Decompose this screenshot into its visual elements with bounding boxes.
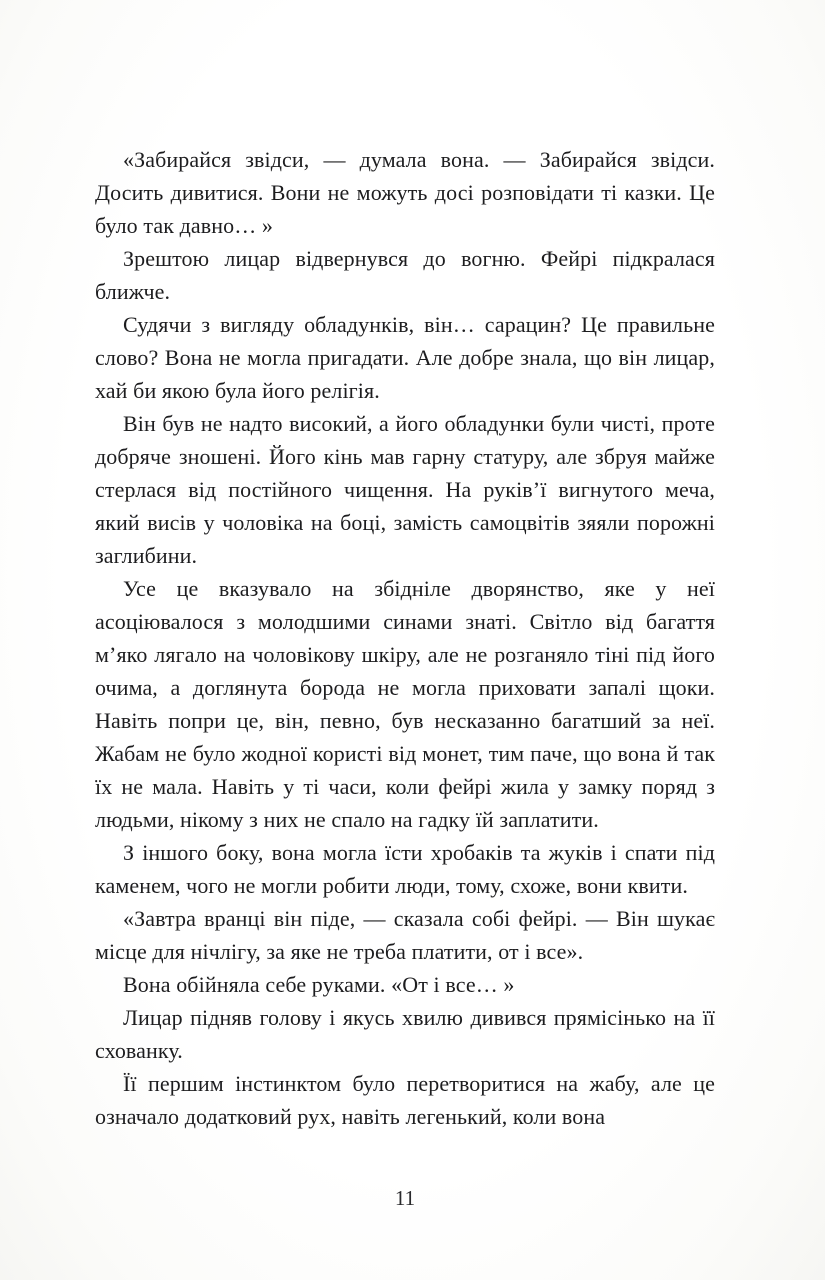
paragraph: «Завтра вранці він піде, — сказала собі фейрі. — Він шукає місце для нічлігу, за яке не треба платити, от і все».: [95, 906, 715, 964]
paragraph: Лицар підняв голову і якусь хвилю дивився прямісінько на її схованку.: [95, 1005, 715, 1063]
paragraph: Зрештою лицар відвернувся до вогню. Фейрі підкралася ближче.: [95, 246, 715, 304]
body-text: [95, 143, 715, 1133]
paragraph: «Забирайся звідси, — думала вона. — Забирайся звідси. Досить дивитися. Вони не можуть досі розповідати ті казки. Це було так давно… »: [95, 147, 715, 238]
paragraph: Він був не надто високий, а його обладунки були чисті, проте добряче зношені. Його кінь мав гарну статуру, але збруя майже стерлася від постійного чищення. На руків’ї вигнутого меча, який висів у чоловіка на боці, замість самоцвітів зяяли порожні заглибини.: [95, 411, 715, 568]
paragraph: З іншого боку, вона могла їсти хробаків та жуків і спати під каменем, чого не могли робити люди, тому, схоже, вони квити.: [95, 840, 715, 898]
paragraph: Її першим інстинктом було перетворитися на жабу, але це означало додатковий рух, навіть легенький, коли вона: [95, 1071, 715, 1129]
page-number: 11: [394, 1186, 416, 1210]
paragraph: Усе це вказувало на збідніле дворянство, яке у неї асоціювалося з молодшими синами знаті. Світло від багаття м’яко лягало на чоловікову шкіру, але не розганяло тіні під його очима, а доглянута борода не могла приховати запалі щоки. Навіть попри це, він, певно, був несказанно багатший за неї. Жабам не було жодної користі від монет, тим паче, що вона й так їх не мала. Навіть у ті часи, коли фейрі жила у замку поряд з людьми, нікому з них не спало на гадку їй заплатити.: [95, 576, 715, 832]
paragraph: Вона обійняла себе руками. «От і все… »: [123, 972, 515, 997]
paragraph: Судячи з вигляду обладунків, він… сарацин? Це правильне слово? Вона не могла пригадати. Але добре знала, що він лицар, хай би якою була його релігія.: [95, 312, 715, 403]
